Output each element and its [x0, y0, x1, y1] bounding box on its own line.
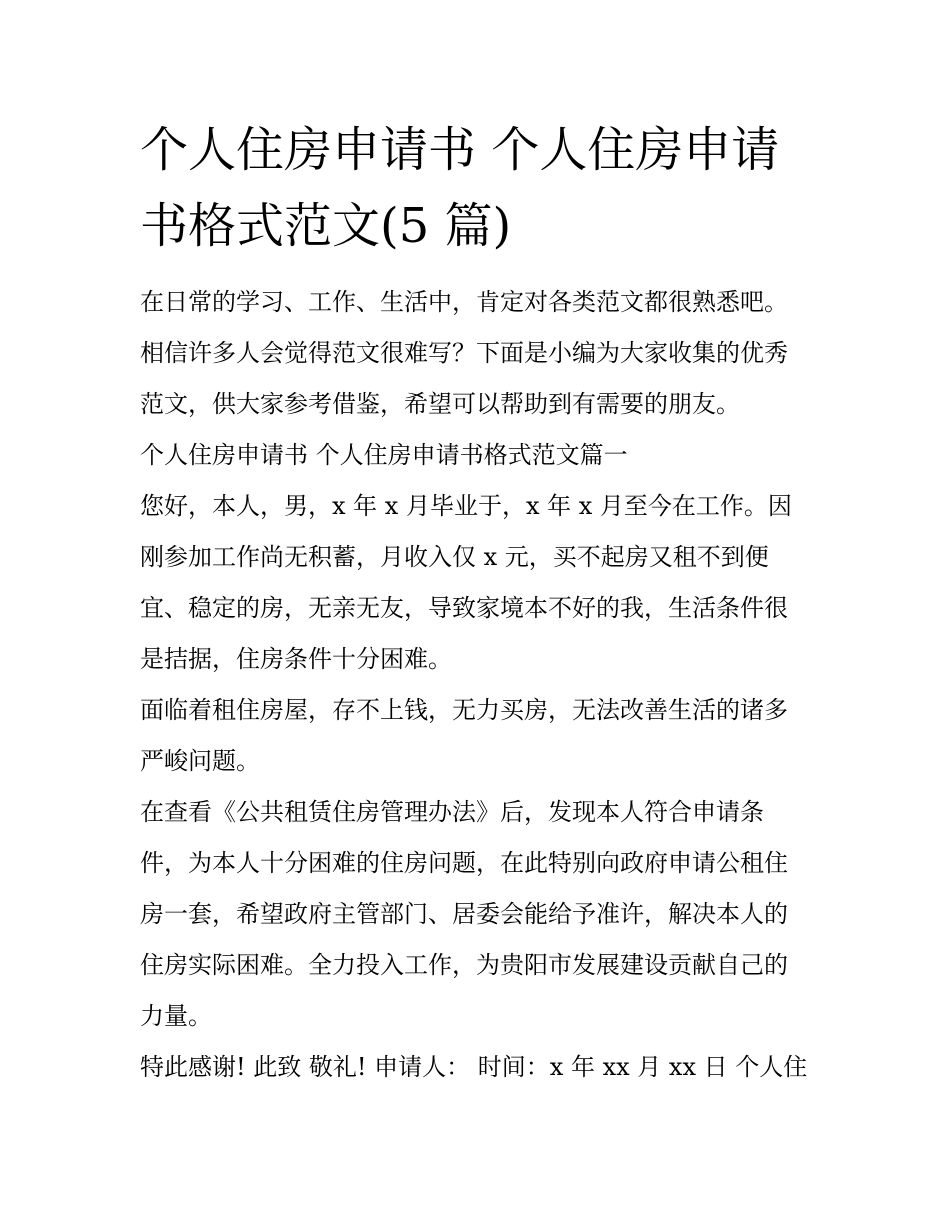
- text-line: 宜、稳定的房，无亲无友，导致家境本不好的我，生活条件很: [140, 594, 788, 622]
- text-line: 件，为本人十分困难的住房问题，在此特别向政府申请公租住: [140, 849, 788, 877]
- text-line: 力量。: [140, 1002, 212, 1030]
- text-line: 严峻问题。: [140, 747, 260, 775]
- paragraph-1: [140, 481, 830, 685]
- text-line: 住房实际困难。全力投入工作，为贵阳市发展建设贡献自己的: [140, 951, 788, 979]
- text-line: 相信许多人会觉得范文很难写？下面是小编为大家收集的优秀: [140, 339, 788, 367]
- paragraph-3: [140, 787, 830, 1042]
- text-line: 在日常的学习、工作、生活中，肯定对各类范文都很熟悉吧。: [140, 288, 788, 316]
- document-body: [140, 277, 830, 1093]
- document-title: [140, 112, 820, 264]
- text-line: 房一套，希望政府主管部门、居委会能给予准许，解决本人的: [140, 900, 788, 928]
- text-line: 面临着租住房屋，存不上钱，无力买房，无法改善生活的诸多: [140, 696, 788, 724]
- text-line: 在查看《公共租赁住房管理办法》后，发现本人符合申请条: [140, 798, 764, 826]
- title-line-2: 书格式范文(5 篇): [140, 198, 512, 254]
- section-heading: 个人住房申请书 个人住房申请书格式范文篇一: [140, 441, 628, 469]
- text-line: 范文，供大家参考借鉴，希望可以帮助到有需要的朋友。: [140, 390, 740, 418]
- text-line: 是拮据，住房条件十分困难。: [140, 645, 452, 673]
- closing-line: 特此感谢! 此致 敬礼! 申请人： 时间：x 年 xx 月 xx 日 个人住: [140, 1053, 808, 1081]
- paragraph-2: [140, 685, 830, 787]
- text-line: 您好，本人，男，x 年 x 月毕业于，x 年 x 月至今在工作。因: [140, 492, 792, 520]
- text-line: 刚参加工作尚无积蓄，月收入仅 x 元，买不起房又租不到便: [140, 543, 769, 571]
- title-line-1: 个人住房申请书 个人住房申请: [140, 122, 780, 178]
- intro-paragraph: [140, 277, 830, 430]
